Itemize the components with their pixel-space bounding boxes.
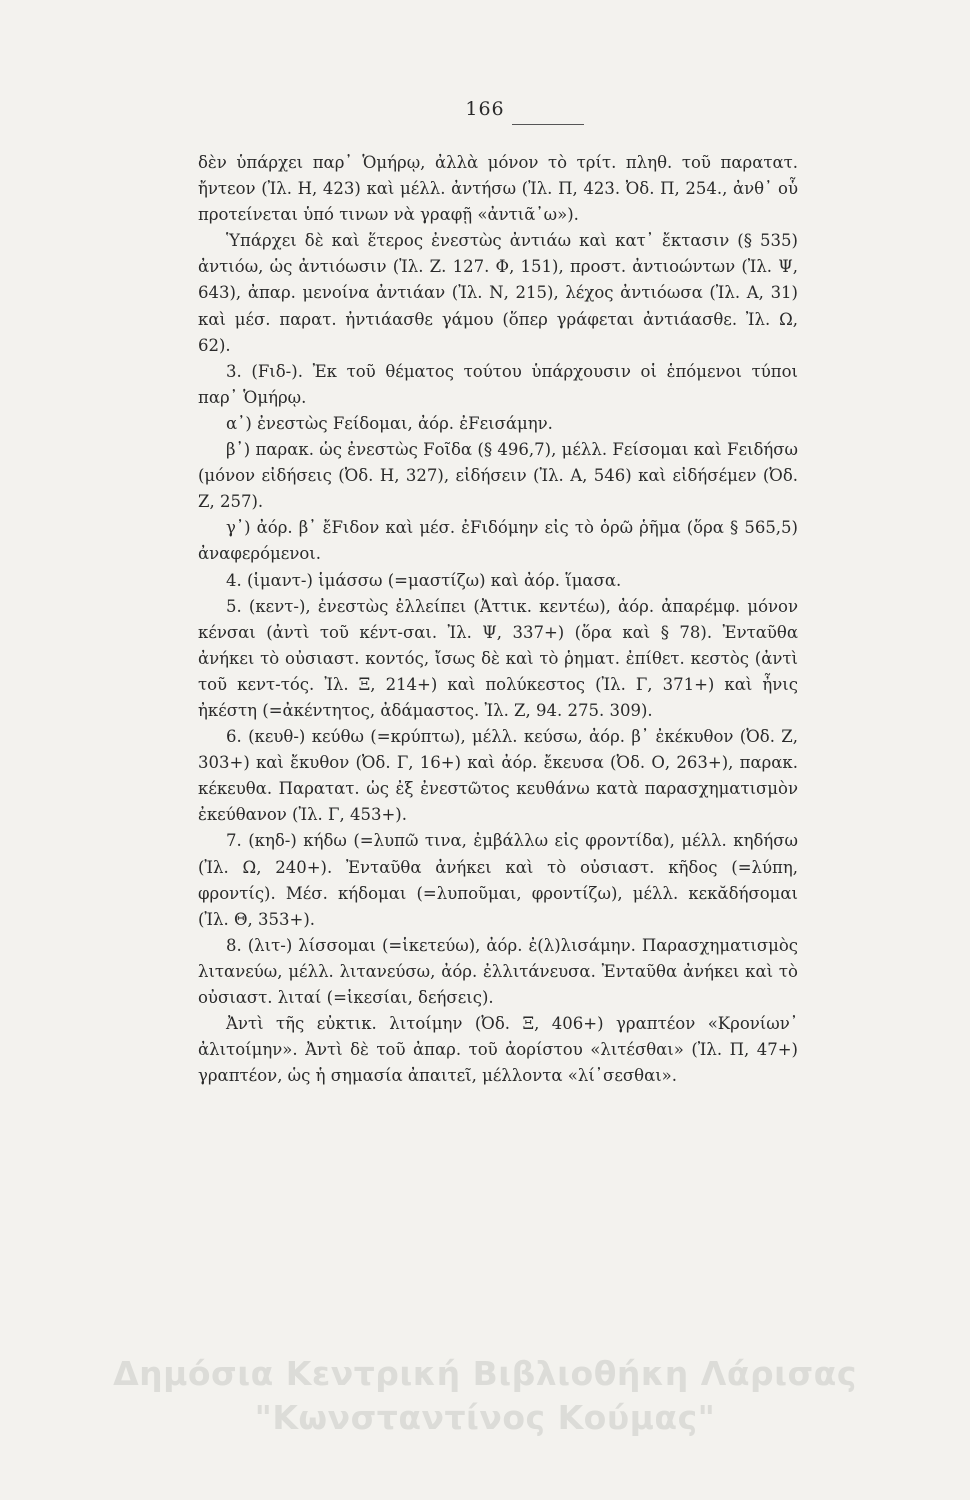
paragraph-item-3: 3. (Fιδ-). Ἐκ τοῦ θέματος τούτου ὑπάρχουσιν οἱ ἑπόμενοι τύποι παρ᾿ Ὁμήρῳ. — [198, 361, 798, 407]
paragraph-antiao: Ὑπάρχει δὲ καὶ ἕτερος ἐνεστὼς ἀντιάω καὶ κατ᾿ ἔκτασιν (§ 535) ἀντιόω, ὡς ἀντιόωσιν (Ἰλ. Ζ. 127. Φ, 151), προστ. ἀντιοώντων (Ἰλ. Ψ, 643), ἀπαρ. μενοίνα ἀντιάαν (Ἰλ. Ν, 215), λέχος ἀντιόωσα (Ἰλ. Α, 31) καὶ μέσ. παρατ. ἠντιάασθε γάμου (ὅπερ γράφεται ἀντιάασθε. Ἰλ. Ω, 62). — [198, 231, 798, 355]
watermark-line-1: Δημόσια Κεντρική Βιβλιοθήκη Λάρισας — [113, 1354, 857, 1393]
paragraph-item-7: 7. (κηδ-) κήδω (=λυπῶ τινα, ἐμβάλλω εἰς φροντίδα), μέλλ. κηδήσω (Ἰλ. Ω, 240+). Ἐνταῦθα ἀνήκει καὶ τὸ οὐσιαστ. κῆδος (=λύπη, φροντίς). Μέσ. κήδομαι (=λυποῦμαι, φροντίζω), μέλλ. κεκᾰδήσομαι (Ἰλ. Θ, 353+). — [198, 831, 798, 929]
paragraph-note: Ἀντὶ τῆς εὐκτικ. λιτοίμην (Ὀδ. Ξ, 406+) γραπτέον «Κρονίων᾿ ἀλιτοίμην». Ἀντὶ δὲ τοῦ ἀπαρ. τοῦ ἀορίστου «λιτέσθαι» (Ἰλ. Π, 47+) γραπτέον, ὡς ἡ σημασία ἀπαιτεῖ, μέλλοντα «λί᾿σεσθαι». — [198, 1014, 798, 1086]
paragraph-item-3a: α᾿) ἐνεστὼς Fείδομαι, ἀόρ. ἐFεισάμην. — [226, 413, 553, 433]
paragraph-item-3c: γ᾿) ἀόρ. β᾿ ἔFιδον καὶ μέσ. ἐFιδόμην εἰς τὸ ὁρῶ ῥῆμα (ὅρα § 565,5) ἀναφερόμενοι. — [198, 518, 798, 564]
header-rule — [512, 124, 584, 125]
paragraph-item-5: 5. (κεντ-), ἐνεστὼς ἐλλείπει (Ἀττικ. κεντέω), ἀόρ. ἀπαρέμφ. μόνον κένσαι (ἀντὶ τοῦ κέντ-σαι. Ἰλ. Ψ, 337+) (ὅρα καὶ § 78). Ἐνταῦθα ἀνήκει τὸ οὐσιαστ. κοντός, ἴσως δὲ καὶ τὸ ῥηματ. ἐπίθετ. κεστὸς (ἀντὶ τοῦ κεντ-τός. Ἰλ. Ξ, 214+) καὶ πολύκεστος (Ἰλ. Γ, 371+) καὶ ἦνις ἠκέστη (=ἀκέντητος, ἀδάμαστος. Ἰλ. Ζ, 94. 275. 309). — [198, 596, 798, 720]
page-number: 166 — [465, 98, 505, 120]
library-watermark — [0, 1352, 970, 1440]
paragraph-item-8: 8. (λιτ-) λίσσομαι (=ἱκετεύω), ἀόρ. ἐ(λ)λισάμην. Παρασχηματισμὸς λιτανεύω, μέλλ. λιτανεύσω, ἀόρ. ἐλλιτάνευσα. Ἐνταῦθα ἀνήκει καὶ τὸ οὐσιαστ. λιταί (=ἱκεσίαι, δεήσεις). — [198, 935, 798, 1007]
paragraph-item-4: 4. (ἱμαντ-) ἱμάσσω (=μαστίζω) καὶ ἀόρ. ἵμασα. — [226, 570, 622, 590]
body-text — [198, 150, 798, 1089]
watermark-line-2: "Κωνσταντίνος Κούμας" — [254, 1398, 716, 1437]
paragraph-item-3b: β᾿) παρακ. ὡς ἐνεστὼς Fοῖδα (§ 496,7), μέλλ. Fείσομαι καὶ Fειδήσω (μόνον εἰδήσεις (Ὀδ. Η, 327), εἰδήσειν (Ἰλ. Α, 546) καὶ εἰδήσέμεν (Ὀδ. Ζ, 257). — [198, 440, 798, 512]
paragraph-item-6: 6. (κευθ-) κεύθω (=κρύπτω), μέλλ. κεύσω, ἀόρ. β᾿ ἐκέκυθον (Ὀδ. Ζ, 303+) καὶ ἔκυθον (Ὀδ. Γ, 16+) καὶ ἀόρ. ἔκευσα (Ὀδ. Ο, 263+), παρακ. κέκευθα. Παρατατ. ὡς ἐξ ἐνεστῶτος κευθάνω κατὰ παρασχηματισμὸν ἐκεύθανον (Ἰλ. Γ, 453+). — [198, 727, 798, 825]
paragraph-continuation: δὲν ὑπάρχει παρ᾿ Ὁμήρῳ, ἀλλὰ μόνον τὸ τρίτ. πληθ. τοῦ παρατατ. ἤντεον (Ἰλ. Η, 423) καὶ μέλλ. ἀντήσω (Ἰλ. Π, 423. Ὀδ. Π, 254., ἀνθ᾿ οὗ προτείνεται ὑπό τινων νὰ γραφῇ «ἀντιᾶ᾿ω»). — [198, 153, 798, 225]
